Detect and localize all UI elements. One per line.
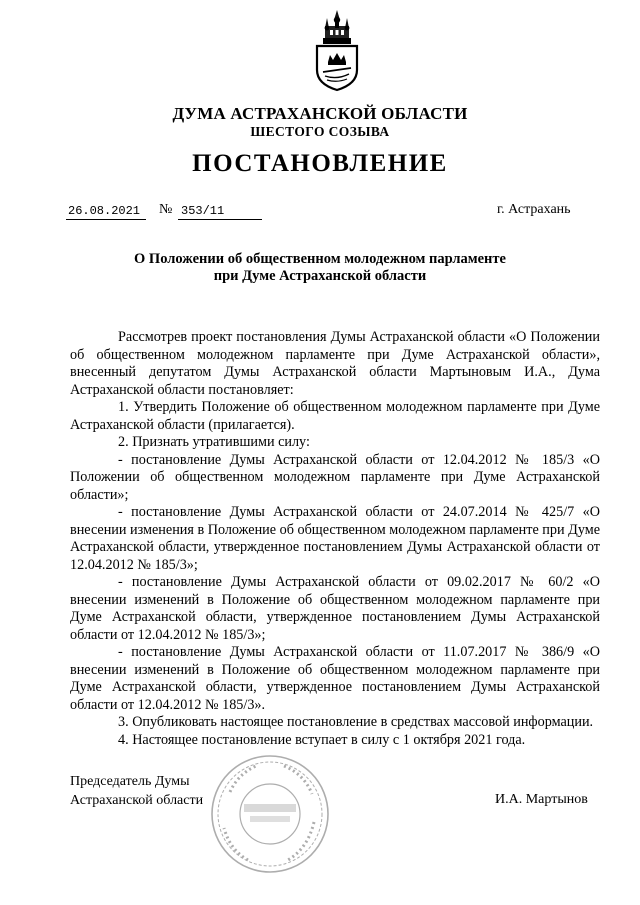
body-paragraph: 1. Утвердить Положение об общественном молодежном парламенте при Думе Астраханской области (прилагается). bbox=[70, 399, 600, 433]
body-paragraph: 3. Опубликовать настоящее постановление в средствах массовой информации. bbox=[118, 714, 594, 730]
seal-stamp-icon bbox=[208, 752, 332, 876]
date-underline bbox=[66, 219, 146, 220]
document-city: г. Астрахань bbox=[497, 202, 571, 217]
number-label: № bbox=[159, 202, 173, 217]
signatory-title-line-1: Председатель Думы bbox=[70, 774, 190, 789]
body-paragraph: 4. Настоящее постановление вступает в силу с 1 октября 2021 года. bbox=[118, 731, 526, 748]
document-number: 353/11 bbox=[181, 204, 225, 218]
body-paragraph: - постановление Думы Астраханской области от 12.04.2012 № 185/3 «О Положении об общественном молодежном парламенте при Думе Астраханской области»; bbox=[70, 451, 600, 503]
signatory-title-line-2: Астраханской области bbox=[70, 793, 204, 808]
subject-line-1: О Положении об общественном молодежном парламенте bbox=[134, 251, 506, 267]
coat-of-arms-icon bbox=[311, 8, 363, 92]
number-underline bbox=[178, 219, 262, 220]
body-paragraph: - постановление Думы Астраханской области от 11.07.2017 № 386/9 «О внесении изменений в Положение об общественном молодежном парламенте при Думе Астраханской области, утвержденное постановлением Думы Астраханской области от 12.04.2012 № 185/3». bbox=[70, 644, 600, 713]
document-type: ПОСТАНОВЛЕНИЕ bbox=[192, 150, 448, 177]
signatory-title bbox=[70, 772, 203, 810]
subject-line-2: при Думе Астраханской области bbox=[213, 268, 427, 284]
body-paragraph: - постановление Думы Астраханской области от 09.02.2017 № 60/2 «О внесении изменений в Положение об общественном молодежном парламенте при Думе Астраханской области, утвержденное постановлением Думы Астраханской области от 12.04.2012 № 185/3»; bbox=[70, 574, 600, 643]
document-body bbox=[70, 329, 600, 749]
body-paragraph: 2. Признать утратившими силу: bbox=[118, 434, 310, 450]
body-paragraph: - постановление Думы Астраханской области от 24.07.2014 № 425/7 «О внесении изменения в Положение об общественном молодежном парламенте при Думе Астраханской области, утвержденное постановлением Думы Астраханской области от 12.04.2012 № 185/3»; bbox=[70, 504, 600, 573]
body-paragraph: Рассмотрев проект постановления Думы Астраханской области «О Положении об общественном молодежном парламенте при Думе Астраханской области», внесенный депутатом Думы Астраханской области Мартыновым И.А., Дума Астраханской области постановляет: bbox=[70, 329, 600, 398]
document-date: 26.08.2021 bbox=[68, 204, 141, 218]
convocation: ШЕСТОГО СОЗЫВА bbox=[250, 124, 390, 139]
signatory-name: И.А. Мартынов bbox=[495, 792, 588, 807]
official-seal bbox=[208, 752, 332, 876]
organization-name: ДУМА АСТРАХАНСКОЙ ОБЛАСТИ bbox=[172, 104, 468, 123]
